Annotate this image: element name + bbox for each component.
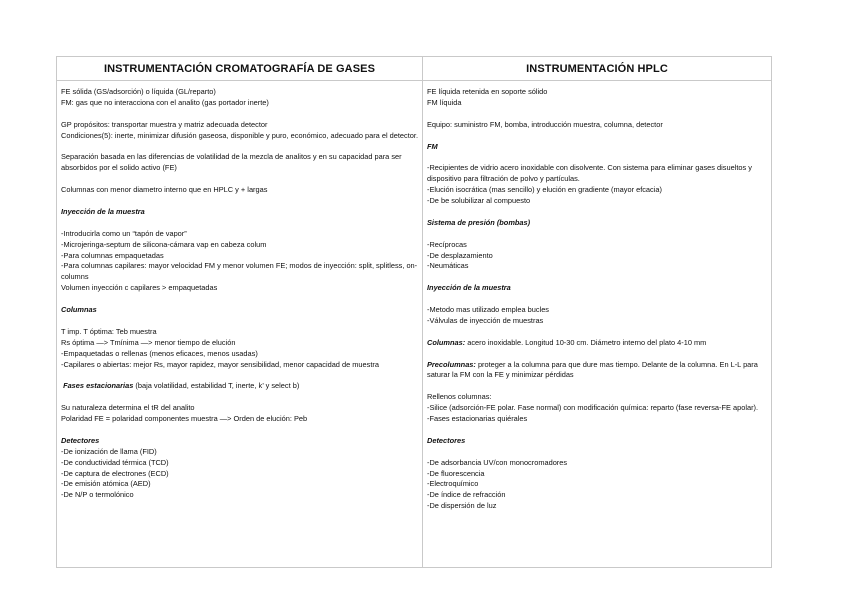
table-body-row — [57, 81, 772, 568]
gc-stationary-phases-text: (baja volatilidad, estabilidad T, inerte, k’ y select b) — [133, 381, 300, 391]
hplc-pressure-list: -Recíprocas -De desplazamiento -Neumáticas — [427, 239, 493, 271]
gc-stationary-phases-heading: Fases estacionarias — [63, 381, 134, 391]
hplc-detectors-heading: Detectores — [427, 435, 466, 445]
hplc-columns-heading: Columnas: — [427, 337, 466, 347]
gc-polarity: Su naturaleza determina el tR del analito Polaridad FE = polaridad componentes muestra —> Orden de elución: Peb — [61, 403, 308, 424]
hplc-columns-text: acero inoxidable. Longitud 10-30 cm. Diámetro interno del plato 4-10 mm — [465, 337, 707, 347]
gc-separation: Separación basada en las diferencias de volatilidad de la mezcla de analitos y en su capacidad para ser absorbidos por el solido activo (FE) — [61, 152, 402, 173]
gc-injection-heading: Inyección de la muestra — [61, 206, 145, 216]
hplc-precolumns-text: proteger a la columna para que dure mas tiempo. Delante de la columna. En L-L para saturar la FM con la FE y minimizar pérdidas — [427, 359, 758, 380]
comparison-table — [56, 56, 772, 568]
gc-column-title: INSTRUMENTACIÓN CROMATOGRAFÍA DE GASES — [57, 57, 423, 81]
gc-injection-list: -Introducirla como un “tapón de vapor” -Microjeringa-septum de silicona-cámara vap en cabeza colum -Para columnas empaquetadas -Para columnas capilares: mayor velocidad FM y menor volumen FE; modos de inyección: split, splitless, on-columns Volumen inyección c capilares > empaquetadas — [61, 228, 418, 293]
hplc-detectors-list: -De adsorbancia UV/con monocromadores -De fluorescencia -Electroquímico -De índice de refracción -De dispersión de luz — [427, 457, 568, 511]
hplc-equipment: Equipo: suministro FM, bomba, introducción muestra, columna, detector — [427, 119, 663, 129]
hplc-fm-heading: FM — [427, 141, 438, 151]
hplc-precolumns-heading: Precolumnas: — [427, 359, 476, 369]
gc-column-cell — [57, 81, 423, 568]
gc-column-diameter: Columnas con menor diametro interno que en HPLC y + largas — [61, 185, 268, 195]
gc-columns-list: T imp. T óptima: Teb muestra Rs óptima —> Tmínima —> menor tiempo de elución -Empaquetadas o rellenas (menos eficaces, menos usadas) -Capilares o abiertas: mejor Rs, mayor rapidez, mayor sensibilidad, menor capacidad de muestra — [61, 326, 379, 369]
hplc-columns — [427, 338, 767, 349]
gc-carrier-gas: GP propósitos: transportar muestra y matriz adecuada detector Condiciones(5): inerte, minimizar difusión gaseosa, disponible y puro, económico, adecuado para el detector. — [61, 119, 419, 140]
gc-stationary-phases — [61, 381, 418, 392]
gc-columns-heading: Columnas — [61, 305, 97, 315]
hplc-precolumns — [427, 360, 767, 382]
table-header-row — [57, 57, 772, 81]
gc-intro: FE sólida (GS/adsorción) o líquida (GL/reparto) FM: gas que no interacciona con el analito (gas portador inerte) — [61, 87, 269, 107]
hplc-column-title: INSTRUMENTACIÓN HPLC — [423, 57, 772, 81]
gc-detectors-list: -De ionización de llama (FID) -De conductividad térmica (TCD) -De captura de electrones (ECD) -De emisión atómica (AED) -De N/P o termolónico — [61, 446, 169, 500]
hplc-intro: FE líquida retenida en soporte sólido FM líquida — [427, 87, 548, 107]
hplc-pressure-heading: Sistema de presión (bombas) — [427, 217, 531, 227]
hplc-injection-heading: Inyección de la muestra — [427, 283, 511, 293]
hplc-injection-list: -Metodo mas utilizado emplea bucles -Válvulas de inyección de muestras — [427, 305, 550, 325]
hplc-column-cell — [423, 81, 772, 568]
gc-detectors-heading: Detectores — [61, 435, 100, 445]
hplc-fm-list: -Recipientes de vidrio acero inoxidable con disolvente. Con sistema para eliminar gases disueltos y dispositivo para filtración de polvo y partículas. -Elución isocrática (mas sencillo) y elución en gradiente (mayor efcacia) -De be solubilizar al compuesto — [427, 163, 752, 206]
hplc-packings: Rellenos columnas: -Silice (adsorción-FE polar. Fase normal) con modificación química: reparto (fase reversa-FE apolar). -Fases estacionarias quiérales — [427, 392, 759, 424]
